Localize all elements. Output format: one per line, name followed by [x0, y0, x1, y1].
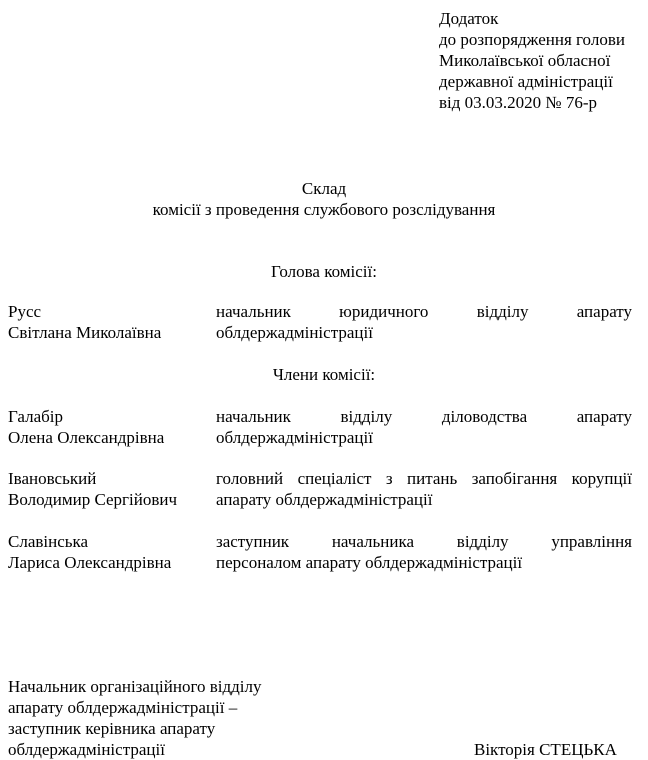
- member-name: [8, 468, 177, 510]
- annex-line: державної адміністрації: [439, 72, 613, 91]
- chair-heading: Голова комісії:: [271, 262, 377, 281]
- position-line-1: начальник юридичного відділу апарату: [216, 302, 632, 321]
- member-position: [216, 301, 632, 343]
- member-name: [8, 301, 161, 343]
- title-line-1: Склад: [301, 179, 347, 198]
- member-given-name: Світлана Миколаївна: [8, 323, 162, 342]
- member-surname: Івановський: [8, 469, 97, 488]
- signer-name: Вікторія СТЕЦЬКА: [474, 740, 617, 759]
- position-line-2: персоналом апарату облдержадміністрації: [216, 553, 523, 572]
- document-title: [0, 178, 648, 220]
- member-position: [216, 468, 632, 510]
- annex-line: від 03.03.2020 № 76-р: [439, 93, 598, 112]
- member-name: [8, 406, 164, 448]
- member-given-name: Володимир Сергійович: [8, 490, 178, 509]
- member-given-name: Олена Олександрівна: [8, 428, 165, 447]
- members-heading: Члени комісії:: [272, 365, 376, 384]
- member-surname: Славінська: [8, 532, 89, 551]
- signature-line: апарату облдержадміністрації –: [8, 698, 238, 717]
- member-position: [216, 531, 632, 573]
- position-line-2: облдержадміністрації: [216, 428, 373, 447]
- signature-block: [8, 676, 262, 760]
- signature-line: Начальник організаційного відділу: [8, 677, 262, 696]
- signature-line: заступник керівника апарату: [8, 719, 216, 738]
- position-line-2: облдержадміністрації: [216, 323, 373, 342]
- signature-line: облдержадміністрації: [8, 740, 165, 759]
- annex-line: до розпорядження голови: [439, 30, 625, 49]
- annex-line: Миколаївської обласної: [439, 51, 611, 70]
- position-line-1: заступник начальника відділу управління: [216, 532, 632, 551]
- position-line-2: апарату облдержадміністрації: [216, 490, 433, 509]
- member-name: [8, 531, 171, 573]
- member-surname: Русс: [8, 302, 42, 321]
- annex-line: Додаток: [439, 9, 499, 28]
- member-surname: Галабір: [8, 407, 64, 426]
- position-line-1: головний спеціаліст з питань запобігання корупції: [216, 469, 632, 488]
- annex-block: [439, 8, 625, 113]
- member-position: [216, 406, 632, 448]
- title-line-2: комісії з проведення службового розслідування: [152, 200, 496, 219]
- position-line-1: начальник відділу діловодства апарату: [216, 407, 632, 426]
- member-given-name: Лариса Олександрівна: [8, 553, 172, 572]
